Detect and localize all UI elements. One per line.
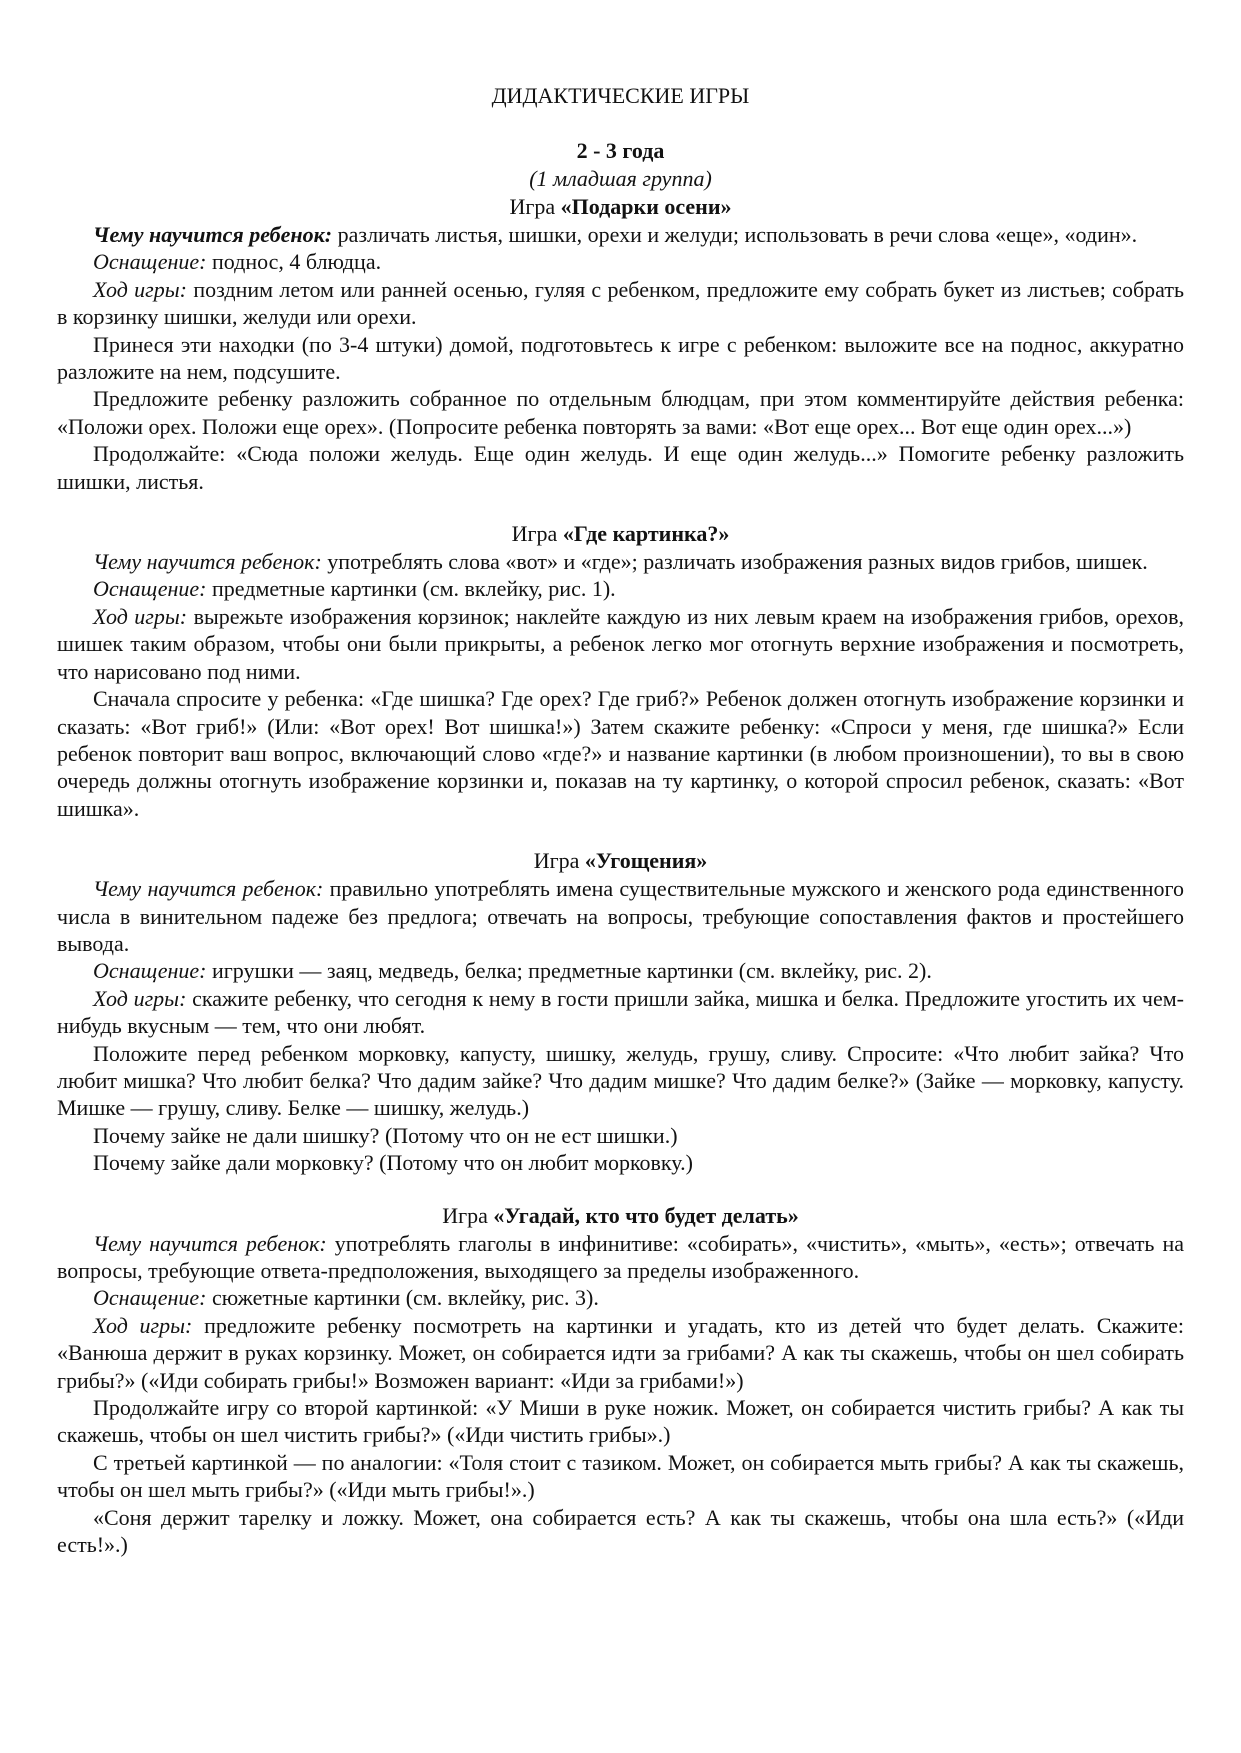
paragraph: Ход игры: предложите ребенку посмотреть на картинки и угадать, кто из детей что будет делать. Скажите: «Ванюша держит в руках корзинку. Может, он собирается идти за грибами? А как ты скажешь, чтобы он шел собирать грибы?» («Иди собирать грибы!» Возможен вариант: «Иди за грибами!») (57, 1312, 1184, 1393)
paragraph-lead: Оснащение: (93, 958, 207, 984)
paragraph-lead: Оснащение: (93, 249, 207, 275)
paragraph: Продолжайте игру со второй картинкой: «У Миши в руке ножик. Может, он собирается чистить грибы? А как ты скажешь, чтобы он шел чистить грибы?» («Иди чистить грибы».) (57, 1395, 1184, 1448)
paragraph: Чему научится ребенок: правильно употреблять имена существительные мужского и женского рода единственного числа в винительном падеже без предлога; отвечать на вопросы, требующие сопоставления фактов и простейшего вывода. (57, 876, 1184, 956)
paragraph-lead: Чему научится ребенок: (93, 222, 333, 247)
game-section (57, 520, 1184, 822)
paragraph: Ход игры: скажите ребенку, что сегодня к нему в гости пришли зайка, мишка и белка. Предложите угостить их чем-нибудь вкусным — тем, что они любят. (57, 985, 1184, 1039)
paragraph: Продолжайте: «Сюда положи желудь. Еще один желудь. И еще один желудь...» Помогите ребенку разложить шишки, листья. (57, 441, 1184, 494)
game-heading (57, 1202, 1184, 1230)
paragraph: Чему научится ребенок: употреблять глаголы в инфинитиве: «собирать», «чистить», «мыть», «есть»; отвечать на вопросы, требующие ответа-предположения, выходящего за пределы изображенного. (57, 1230, 1184, 1283)
group-heading: (1 младшая группа) (529, 166, 712, 191)
paragraph: Чему научится ребенок: употреблять слова «вот» и «где»; различать изображения разных видов грибов, шишек. (93, 549, 1148, 575)
paragraph-lead: Чему научится ребенок: (93, 1230, 327, 1256)
game-heading (57, 193, 1184, 221)
paragraph: Сначала спросите у ребенка: «Где шишка? Где орех? Где гриб?» Ребенок должен отогнуть изображение корзинки и сказать: «Вот гриб!» (Или: «Вот орех! Вот шишка!») Затем скажите ребенку: «Спроси у меня, где шишка?» Если ребенок повторит ваш вопрос, включающий слово «где?» и название картинки (в любом произношении), то вы в свою очередь должны отогнуть изображение корзинки и, показав на ту картинку, о которой спросил ребенок, сказать: «Вот шишка». (57, 686, 1184, 821)
paragraph: Оснащение: поднос, 4 блюдца. (93, 249, 382, 275)
paragraph-lead: Оснащение: (93, 1285, 207, 1311)
game-heading-prefix: Игра (442, 1202, 494, 1228)
game-heading-prefix: Игра (509, 194, 561, 219)
paragraph-lead: Оснащение: (93, 576, 207, 602)
paragraph: С третьей картинкой — по аналогии: «Толя стоит с тазиком. Может, он собирается мыть грибы? А как ты скажешь, чтобы он шел мыть грибы?» («Иди мыть грибы!».) (57, 1449, 1184, 1503)
game-title: «Угадай, кто что будет делать» (493, 1202, 799, 1228)
game-section (57, 847, 1184, 1176)
game-section (57, 1202, 1184, 1559)
paragraph-lead: Ход игры: (93, 276, 187, 302)
paragraph-lead: Чему научится ребенок: (93, 549, 322, 575)
paragraph-lead: Ход игры: (93, 1312, 193, 1338)
paragraph: Почему зайке не дали шишку? (Потому что он не ест шишки.) (93, 1122, 678, 1148)
paragraph: Чему научится ребенок: различать листья, шишки, орехи и желуди; использовать в речи слова «еще», «один». (93, 222, 1138, 247)
paragraph-lead: Чему научится ребенок: (93, 876, 324, 902)
paragraph: Ход игры: вырежьте изображения корзинок; наклейте каждую из них левым краем на изображения грибов, орехов, шишек таким образом, чтобы они были прикрыты, а ребенок легко мог отогнуть верхние изображения и посмотреть, что нарисовано под ними. (57, 603, 1184, 684)
paragraph: Почему зайке дали морковку? (Потому что он любит морковку.) (93, 1150, 693, 1176)
game-heading (57, 847, 1184, 875)
game-title: «Подарки осени» (560, 194, 732, 219)
paragraph-lead: Ход игры: (93, 603, 188, 629)
game-title: «Угощения» (584, 848, 708, 874)
paragraph: Положите перед ребенком морковку, капусту, шишку, желудь, грушу, сливу. Спросите: «Что любит зайка? Что любит мишка? Что любит белка? Что дадим зайке? Что дадим мишке? Что дадим белке?» (Зайке — морковку, капусту. Мишке — грушу, сливу. Белке — шишку, желудь.) (57, 1040, 1184, 1121)
paragraph: «Соня держит тарелку и ложку. Может, она собирается есть? А как ты скажешь, чтобы она шла есть?» («Иди есть!».) (57, 1504, 1184, 1558)
paragraph: Оснащение: игрушки — заяц, медведь, белка; предметные картинки (см. вклейку, рис. 2). (93, 958, 932, 984)
game-heading-prefix: Игра (511, 521, 563, 547)
paragraph: Ход игры: поздним летом или ранней осенью, гуляя с ребенком, предложите ему собрать букет из листьев; собрать в корзинку шишки, желуди или орехи. (57, 276, 1184, 330)
paragraph-lead: Ход игры: (93, 985, 187, 1011)
paragraph: Предложите ребенку разложить собранное по отдельным блюдцам, при этом комментируйте действия ребенка: «Положи орех. Положи еще орех». (Попросите ребенка повторять за вами: «Вот еще орех... Вот еще один орех...») (57, 386, 1184, 439)
paragraph: Оснащение: предметные картинки (см. вклейку, рис. 1). (93, 576, 616, 602)
sections-container (57, 193, 1184, 1558)
page-title: ДИДАКТИЧЕСКИЕ ИГРЫ (491, 83, 750, 108)
game-heading-prefix: Игра (533, 848, 585, 874)
paragraph: Принеся эти находки (по 3-4 штуки) домой, подготовьтесь к игре с ребенком: выложите все на поднос, аккуратно разложите на нем, подсушите. (57, 331, 1184, 385)
age-heading: 2 - 3 года (576, 138, 665, 163)
paragraph: Оснащение: сюжетные картинки (см. вклейку, рис. 3). (93, 1285, 599, 1311)
game-section (57, 193, 1184, 495)
game-heading (57, 520, 1184, 548)
game-title: «Где картинка?» (562, 521, 730, 547)
